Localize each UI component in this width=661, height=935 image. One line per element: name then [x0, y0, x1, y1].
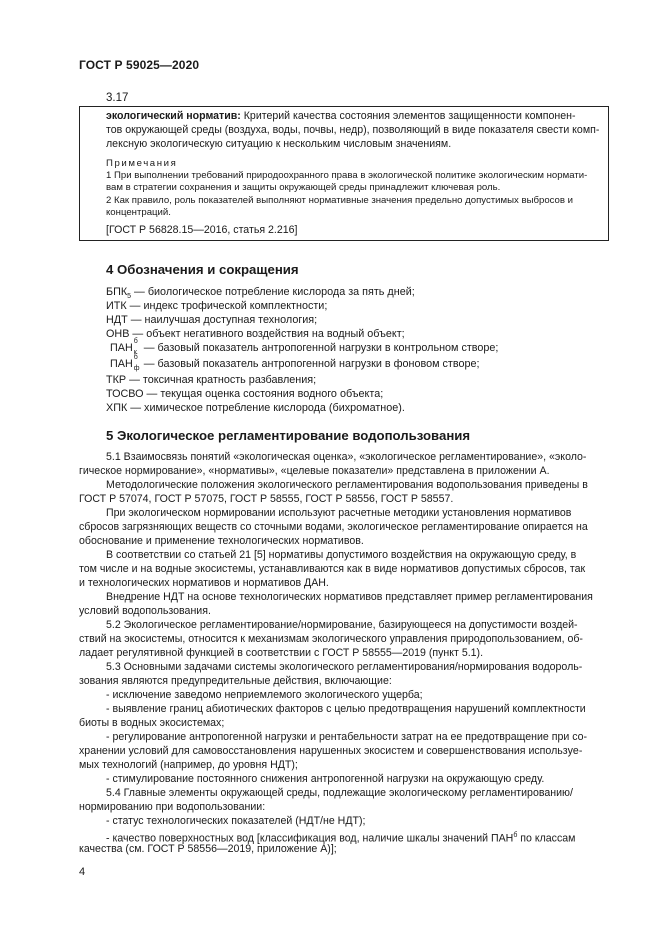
- paragraph-line: зования являются предупредительные действия, включающие:: [79, 675, 392, 687]
- list-item: - регулирование антропогенной нагрузки и рентабельности затрат на ее предотвращение при со-: [106, 731, 588, 743]
- page-number: 4: [79, 866, 86, 878]
- paragraph-line: Внедрение НДТ на основе технологических нормативов представляет пример регламентирования: [106, 591, 593, 603]
- list-item: - исключение заведомо неприемлемого экологического ущерба;: [106, 689, 423, 701]
- note-line: 2 Как правило, роль показателей выполняют нормативные значения предельно допустимых выбросов и: [106, 195, 574, 206]
- paragraph-line: и технологических нормативов и нормативов ДАН.: [79, 577, 329, 589]
- abbreviation-item: ХПК — химическое потребление кислорода (бихроматное).: [106, 402, 405, 414]
- paragraph-line: сбросов загрязняющих веществ со сточными водами, экологическое регламентирование опирается на: [79, 521, 588, 533]
- section-5-title: 5 Экологическое регламентирование водопользования: [106, 428, 471, 443]
- paragraph-line: 5.3 Основными задачами системы экологического регламентирования/нормирования водopоль-: [106, 661, 583, 673]
- paragraph-line: обоснование и применение технологических нормативов.: [79, 535, 364, 547]
- paragraph-line: гическое нормирование», «нормативы», «целевые показатели» представлена в приложении А.: [79, 465, 550, 477]
- paragraph-line: ГОСТ Р 57074, ГОСТ Р 57075, ГОСТ Р 58555, ГОСТ Р 58556, ГОСТ Р 58557.: [79, 493, 454, 505]
- note-line: концентраций.: [106, 207, 171, 218]
- document-header: ГОСТ Р 59025—2020: [79, 58, 200, 72]
- note-line: 1 При выполнении требований природоохранного права в экологической политике экологическим нормати-: [106, 170, 588, 181]
- list-item: - выявление границ абиотических факторов с целью предотвращения нарушений комплектности: [106, 703, 586, 715]
- abbreviation-item: ТОСВО — текущая оценка состояния водного объекта;: [106, 388, 384, 400]
- notes-title: Примечания: [106, 158, 178, 169]
- term-definition-line: тов окружающей среды (воздуха, воды, почвы, недр), позволяющий в виде показателя свести комп-: [106, 124, 600, 136]
- term-number: 3.17: [106, 92, 129, 104]
- abbreviation-item: НДТ — наилучшая доступная технология;: [106, 314, 318, 326]
- term-definition-line: лексную экологическую ситуацию к нескольким числовым значениям.: [106, 138, 452, 150]
- paragraph-line: 5.1 Взаимосвязь понятий «экологическая оценка», «экологическое регламентирование», «эколо-: [106, 451, 587, 463]
- section-4-title: 4 Обозначения и сокращения: [106, 262, 299, 277]
- paragraph-line: 5.4 Главные элементы окружающей среды, подлежащие экологическому регламентированию/: [106, 787, 573, 799]
- paragraph-line: При экологическом нормировании используют расчетные методики установления нормативов: [106, 507, 572, 519]
- list-item: - стимулирование постоянного снижения антропогенной нагрузки на окружающую среду.: [106, 773, 545, 785]
- list-item: - качество поверхностных вод [классификация вод, наличие шкалы значений $ПАН^б$ по классам: [106, 832, 576, 845]
- note-line: вам в стратегии сохранения и защиты окружающей среды принадлежит ключевая роль.: [106, 182, 501, 193]
- term-definition-line: экологический норматив: Критерий качества состояния элементов защищенности компонен-: [106, 110, 576, 122]
- list-item: - статус технологических показателей (НДТ/не НДТ);: [106, 815, 366, 827]
- paragraph-line: нормированию при водопользовании:: [79, 801, 266, 813]
- paragraph-line: хранении условий для самовосстановления нарушенных экосистем и совершенствования использye-: [79, 745, 583, 757]
- abbreviation-item: ТКР — токсичная кратность разбавления;: [106, 374, 317, 386]
- paragraph-line: Методологические положения экологического регламентирования водопользования приведены в: [106, 479, 588, 491]
- paragraph-line: ствий на экосистемы, относится к механизмам экологического управления природопользованием, об-: [79, 633, 583, 645]
- paragraph-line: условий водопользования.: [79, 605, 211, 617]
- term-name: экологический норматив:: [106, 110, 241, 122]
- term-source: [ГОСТ Р 56828.15—2016, статья 2.216]: [106, 224, 298, 236]
- abbreviation-item: ИТК — индекс трофической комплектности;: [106, 300, 328, 312]
- paragraph-line: биоты в водных экосистемах;: [79, 717, 225, 729]
- abbreviation-item: ПАН б ф — базовый показатель антропогенной нагрузки в фоновом створе;: [110, 354, 480, 372]
- paragraph-line: ладает регулятивной функцией в соответствии с ГОСТ Р 58555—2019 (пункт 5.1).: [79, 647, 484, 659]
- paragraph-line: В соответствии со статьей 21 [5] нормативы допустимого воздействия на окружающую среду, в: [106, 549, 577, 561]
- abbreviation-item: ОНВ — объект негативного воздействия на водный объект;: [106, 328, 405, 340]
- paragraph-line: мых технологий (например, до уровня НДТ);: [79, 759, 298, 771]
- paragraph-line: 5.2 Экологическое регламентирование/нормирование, базирующееся на допустимости воздей-: [106, 619, 578, 631]
- paragraph-line: качества (см. ГОСТ Р 58556—2019, приложение А)];: [79, 843, 337, 855]
- abbreviation-item: $БПК_5$ — биологическое потребление кислорода за пять дней;: [106, 286, 415, 301]
- abbreviation-item: ПАН б к — базовый показатель антропогенной нагрузки в контрольном створе;: [110, 338, 499, 356]
- paragraph-line: том числе и на водные экосистемы, устанавливаются как в виде нормативов допустимых сбросов, так: [79, 563, 586, 575]
